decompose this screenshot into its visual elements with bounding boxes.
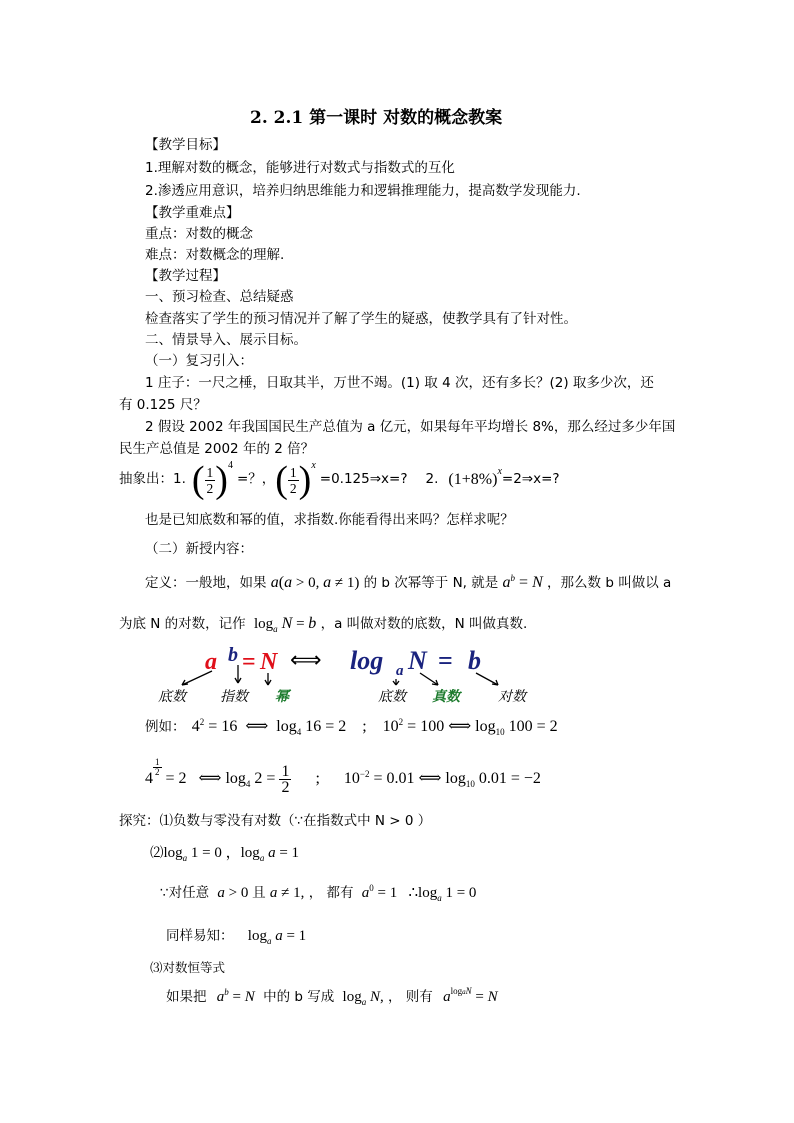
abstraction-eq-2: =2⇒x=? [501, 471, 560, 488]
similar-line: 同样易知： $\log_a a = 1$ [166, 928, 307, 946]
explore-item-3: ⑶对数恒等式 [150, 960, 226, 975]
example-line-1: 例如： $4^2 = 16$ ⟺ $\log_4 16 = 2$ ; $10^2 = 100$ ⟺ $\log_{10} 100 = 2$ [145, 717, 558, 737]
key-point: 重点：对数的概念 [145, 226, 253, 242]
heading-key-points: 【教学重难点】 [145, 205, 240, 221]
example-line-2: 4 $\frac{1}{2}$ = 2 ⟺ $\log_4 2$ = $\frac{1}{2}$ ; $10^{-2} = 0.01$ ⟺ $\log_{10} 0.01 = -2$ [145, 756, 541, 796]
identity-text-a: 如果把 [166, 989, 207, 1005]
fraction-half-1: $\frac{1}{2}$ [206, 464, 214, 496]
diagram-label-exponent: 指数 [220, 689, 248, 705]
know-question: 也是已知底数和幂的值，求指数.你能看得出来吗？怎样求呢？ [145, 512, 514, 528]
explore-heading: 探究：⑴负数与零没有对数（∵在指数式中 N > 0 ） [119, 813, 432, 829]
heading-process: 【教学过程】 [145, 268, 226, 284]
similar-text: 同样易知： [166, 928, 234, 944]
svg-text:=: = [438, 646, 453, 675]
definition-text-1b: 的 b 次幂等于 N, 就是 [363, 575, 499, 591]
definition-text-1a: 定义：一般地，如果 [145, 575, 267, 591]
any-a-line: ∵对任意 a > 0 且 a ≠ 1, ， 都有 $a^0 = 1$ $\therefore\log_a$ 1 = 0 [160, 883, 477, 903]
abstraction-label: 抽象出：1. [119, 471, 186, 488]
svg-text:b: b [468, 646, 481, 675]
svg-text:N: N [408, 646, 427, 675]
definition-text-2a: 为底 N 的对数，记作 [119, 616, 246, 632]
heading-goals: 【教学目标】 [145, 137, 226, 153]
svg-text:N: N [260, 649, 278, 675]
explore-item-2-label: ⑵ [150, 845, 164, 861]
page-title: 2. 2.1 第一课时 对数的概念教案 [250, 108, 503, 128]
diagram-label-base-left: 底数 [158, 689, 186, 705]
any-a-text: ∵对任意 [160, 885, 210, 901]
identity-text-b: 中的 b 写成 [263, 989, 335, 1005]
identity-text-c: ， 则有 [388, 989, 433, 1005]
svg-text:=: = [242, 649, 256, 675]
definition-text-2b: ，a 叫做对数的底数，N 叫做真数. [320, 616, 528, 632]
goal-2: 2.渗透应用意识，培养归纳思维能力和逻辑推理能力，提高数学发现能力. [145, 183, 581, 199]
question-2-line1: 2 假设 2002 年我国国民生产总值为 a 亿元，如果每年平均增长 8%，那么经过多少年国 [145, 419, 676, 435]
svg-text:log: log [350, 646, 384, 675]
abstraction-eq-1: =0.125⇒x=? [319, 471, 408, 488]
difficulty: 难点：对数概念的理解. [145, 247, 285, 263]
explore-item-2: $⑵\log_a$ 1 = 0 ，$\log_a a = 1$ [150, 845, 300, 863]
definition-line-1: 定义：一般地，如果 a(a > 0, a ≠ 1) 的 b 次幂等于 N, 就是 $a^b = N$ ，那么数 b 叫做以 a [145, 573, 672, 591]
diagram-label-logarithm: 对数 [498, 689, 526, 705]
abstraction-line: 抽象出：1. ( $\frac{1}{2}$ ) 4 =？， ( $\frac{1}{2}$ ) x =0.125⇒x=? 2. (1+8%) x =2⇒x=? [119, 459, 560, 501]
question-2-line2: 民生产总值是 2002 年的 2 倍？ [119, 441, 315, 457]
section-1: 一、预习检查、总结疑惑 [145, 289, 294, 305]
identity-line: 如果把 $a^b = N$ 中的 b 写成 $\log_a N$, ， 则有 $a^{logaN} = N$ [166, 986, 498, 1007]
svg-text:⟺: ⟺ [290, 648, 322, 673]
fraction-half-2: $\frac{1}{2}$ [289, 464, 297, 496]
svg-text:a: a [396, 663, 404, 679]
diagram-label-power: 幂 [275, 689, 289, 705]
definition-text-1c: ，那么数 b 叫做以 a [547, 575, 672, 591]
example-label: 例如： [145, 719, 186, 735]
abstraction-q: =？， [236, 471, 276, 488]
diagram-label-antilog: 真数 [432, 689, 460, 705]
goal-1: 1.理解对数的概念，能够进行对数式与指数式的互化 [145, 160, 455, 176]
abstraction-item-2: 2. [425, 471, 439, 488]
diagram-label-base-right: 底数 [378, 689, 406, 705]
question-1-line1: 1 庄子：一尺之棰，日取其半，万世不竭。(1) 取 4 次，还有多长？(2) 取多少次，还 [145, 375, 654, 391]
svg-text:a: a [205, 649, 217, 675]
any-b-text: 且 [252, 885, 266, 901]
svg-text:b: b [228, 644, 238, 666]
question-1-line2: 有 0.125 尺？ [119, 397, 207, 413]
review-heading: （一）复习引入： [145, 353, 253, 369]
exponent-log-diagram [150, 643, 550, 705]
any-c-text: ， 都有 [308, 885, 354, 901]
definition-line-2: 为底 N 的对数，记作 $\log_a N = b$ ，a 叫做对数的底数，N 叫做真数. [119, 615, 528, 634]
section-1-text: 检查落实了学生的预习情况并了解了学生的疑惑，使教学具有了针对性。 [145, 311, 577, 327]
new-content-heading: （二）新授内容： [145, 541, 253, 557]
section-2: 二、情景导入、展示目标。 [145, 332, 307, 348]
